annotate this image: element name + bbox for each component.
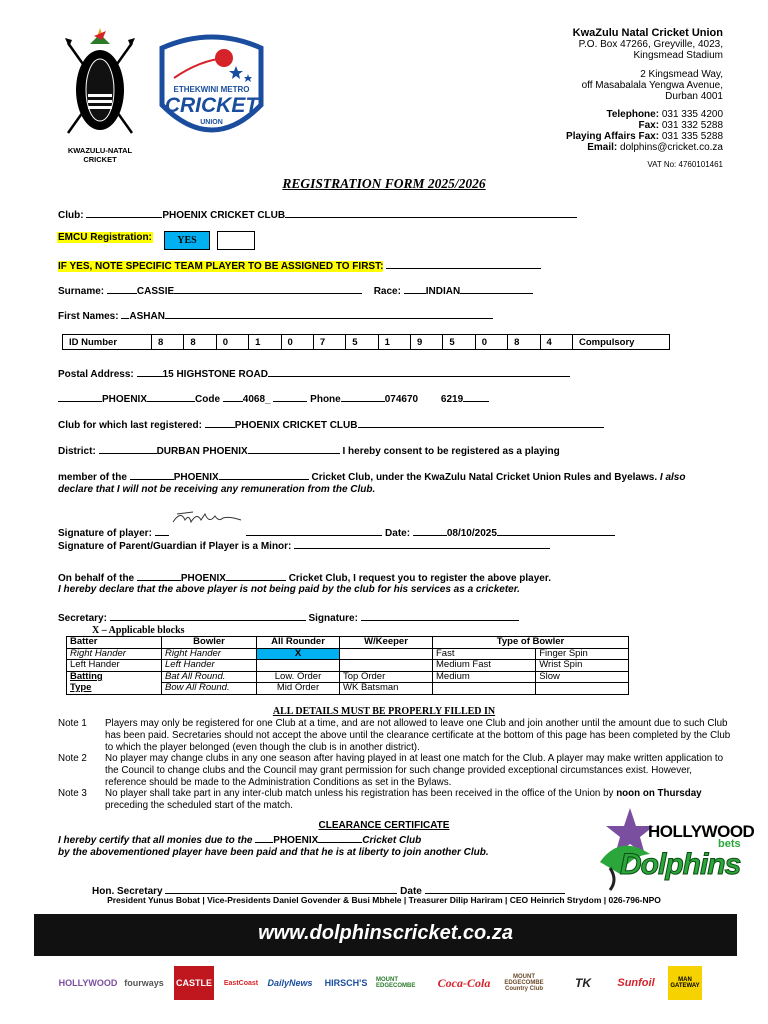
firstnames-value[interactable]: ASHAN [129,311,165,322]
id-compulsory: Compulsory [573,335,670,350]
code-value[interactable]: 4068_ [242,394,271,405]
sponsor-logo: HOLLYWOOD [58,978,118,988]
club-value[interactable]: PHOENIX CRICKET CLUB [162,210,286,221]
surname-row: Surname: CASSIE Race: INDIAN [58,283,533,297]
sponsor-logo: MOUNT EDGECOMBE [376,977,416,989]
table-cell[interactable]: Wrist Spin [536,660,629,672]
table-cell[interactable]: Medium [433,671,536,683]
sponsor-logo: DailyNews [267,978,313,988]
signature-icon [171,508,243,524]
hon-secretary-row: Hon. Secretary Date [92,883,565,897]
id-digit[interactable]: 7 [313,335,345,350]
emcu-label: EMCU Registration: [58,232,152,243]
table-row [67,660,629,672]
notes-heading: ALL DETAILS MUST BE PROPERLY FILLED IN [272,706,496,717]
address-line: Kingsmead Stadium [633,50,723,61]
table-header: Bowler [162,637,257,649]
last-club-row: Club for which last registered: PHOENIX CRICKET CLUB [58,417,604,431]
member-paragraph: member of the PHOENIX Cricket Club, under the KwaZulu Natal Cricket Union Rules and Byelaws. I also declare that I will not be receiving any remuneration from the Club. [58,469,708,496]
table-row [67,671,629,683]
id-digit[interactable]: 0 [216,335,248,350]
pa-fax-line: Playing Affairs Fax: 031 335 5288 [566,131,723,142]
table-cell[interactable] [257,660,340,672]
sponsor-logo: CASTLE [174,966,214,1000]
table-cell[interactable] [340,660,433,672]
table-header: Type of Bowler [433,637,629,649]
address-line: Durban 4001 [665,91,723,102]
id-digit[interactable]: 8 [508,335,540,350]
emcu-logo [150,30,273,155]
date-value[interactable]: 08/10/2025 [446,528,497,539]
table-row [67,637,629,649]
postal-value[interactable]: 15 HIGHSTONE ROAD [162,369,268,380]
table-cell[interactable]: Bat All Round. [162,671,257,683]
table-cell: Type [67,683,162,695]
postal-row: Postal Address: 15 HIGHSTONE ROAD [58,366,570,380]
address-line: off Masabalala Yengwa Avenue, [581,80,723,91]
email-line: Email: dolphins@cricket.co.za [587,142,723,153]
id-digit[interactable]: 5 [346,335,378,350]
blocks-caption: X – Applicable blocks [92,625,185,636]
table-cell[interactable] [536,683,629,695]
team-note-field[interactable] [386,258,541,269]
firstnames-row: First Names: ASHAN [58,308,493,322]
table-cell[interactable]: Right Hander [67,648,162,660]
clearance-club[interactable]: PHOENIX [273,835,319,846]
table-cell[interactable]: Top Order [340,671,433,683]
town-value[interactable]: PHOENIX [102,394,148,405]
table-cell[interactable]: Mid Order [257,683,340,695]
id-digit[interactable]: 0 [475,335,507,350]
emcu-logo-bottom: UNION [200,119,223,126]
sponsor-logo: EastCoast [223,979,259,987]
officials-line: President Yunus Bobat | Vice-Presidents Daniel Govender & Busi Mbhele | Treasurer Dilip Hariram | CEO Heinrich Strydom | 026-796-NPO [107,895,661,905]
behalf-declaration: I hereby declare that the above player is not being paid by the club for his services as a cricketer. [58,584,520,595]
address-line: 2 Kingsmead Way, [640,69,723,80]
dolphins-brand: HOLLYWOOD [648,822,755,841]
race-value[interactable]: INDIAN [425,286,461,297]
clearance-line-1: I hereby certify that all monies due to the PHOENIX Cricket Club [58,832,421,846]
hon-secretary-field[interactable] [165,883,397,894]
id-digit[interactable]: 1 [249,335,281,350]
id-digit[interactable]: 8 [152,335,184,350]
signature-player-row: Signature of player: Date: 08/10/2025 [58,516,615,539]
signature-parent-row: Signature of Parent/Guardian if Player is a Minor: [58,538,550,552]
table-cell: Batting [67,671,162,683]
id-digit[interactable]: 0 [281,335,313,350]
secretary-field[interactable] [110,610,306,621]
table-cell[interactable]: Medium Fast [433,660,536,672]
sponsor-logo: fourways [124,978,164,988]
emcu-yes-box[interactable]: YES [164,231,210,250]
last-club-value[interactable]: PHOENIX CRICKET CLUB [234,420,358,431]
table-cell[interactable] [433,683,536,695]
surname-value[interactable]: CASSIE [136,286,175,297]
kzn-logo [60,28,140,163]
table-cell-selected[interactable]: X [257,648,340,660]
phone-value-2[interactable]: 6219 [440,394,464,405]
emcu-logo-main: CRICKET [164,94,259,117]
table-cell[interactable]: Slow [536,671,629,683]
org-contact-block [463,28,723,170]
fax-line: Fax: 031 332 5288 [638,120,723,131]
town-row: PHOENIX Code 4068_ Phone 074670 6219 [58,391,489,405]
sponsor-logo: Sunfoil [617,977,655,989]
website-banner [34,914,737,956]
dolphins-logo [590,804,755,894]
id-digit[interactable]: 9 [411,335,443,350]
table-cell[interactable]: Right Hander [162,648,257,660]
id-digit[interactable]: 1 [378,335,410,350]
table-cell[interactable]: Fast [433,648,536,660]
parent-signature-field[interactable] [294,538,550,549]
sponsor-logo: HIRSCH'S [324,978,368,988]
table-header: Batter [67,637,162,649]
table-cell[interactable]: Bow All Round. [162,683,257,695]
table-header: W/Keeper [340,637,433,649]
address-line: P.O. Box 47266, Greyville, 4023, [578,39,723,50]
phone-value-1[interactable]: 074670 [384,394,419,405]
emcu-no-box[interactable] [217,231,255,250]
district-row: District: DURBAN PHOENIX I hereby consent to be registered as a playing [58,443,560,457]
id-label: ID Number [63,335,152,350]
table-cell[interactable]: Finger Spin [536,648,629,660]
clearance-heading: CLEARANCE CERTIFICATE [318,820,450,831]
id-digit[interactable]: 5 [443,335,475,350]
vat-number: VAT No: 4760101461 [647,160,723,169]
member-club[interactable]: PHOENIX [173,472,219,483]
id-digit[interactable]: 8 [184,335,216,350]
table-cell[interactable]: Low. Order [257,671,340,683]
sponsor-logo: TK [575,976,591,990]
dolphins-team: Dolphins [620,848,741,881]
id-number-table [62,334,670,350]
hon-secretary-date-field[interactable] [425,883,565,894]
table-cell[interactable]: Left Hander [162,660,257,672]
dolphins-sub: bets [718,838,741,850]
website-link[interactable]: www.dolphinscricket.co.za [258,922,513,944]
table-header: All Rounder [257,637,340,649]
club-row: Club: PHOENIX CRICKET CLUB [58,207,577,221]
shield-icon [60,28,140,143]
sponsor-logo: MAN GATEWAY [668,966,702,1000]
sponsor-logo: MOUNT EDGECOMBE Country Club [504,974,544,992]
id-digit[interactable]: 4 [540,335,573,350]
team-note-row: IF YES, NOTE SPECIFIC TEAM PLAYER TO BE ASSIGNED TO FIRST: [58,258,541,272]
behalf-row: On behalf of the PHOENIX Cricket Club, I request you to register the above player. [58,570,551,584]
behalf-club[interactable]: PHOENIX [180,573,226,584]
table-row [67,683,629,695]
form-title: REGISTRATION FORM 2025/2026 [282,176,486,191]
table-row [67,648,629,660]
secretary-row: Secretary: Signature: [58,610,519,624]
clearance-line-2: by the abovementioned player have been paid and that he is at liberty to join another Club. [58,847,489,858]
district-value[interactable]: DURBAN PHOENIX [156,446,248,457]
org-name: KwaZulu Natal Cricket Union [572,27,723,39]
telephone-line: Telephone: 031 335 4200 [606,109,723,120]
table-cell[interactable]: Left Hander [67,660,162,672]
table-cell[interactable] [340,648,433,660]
player-type-table [66,636,629,695]
sponsor-logo: Coca-Cola [437,975,491,990]
table-row [63,335,670,350]
secretary-signature-field[interactable] [361,610,519,621]
table-cell[interactable]: WK Batsman [340,683,433,695]
kzn-logo-caption: KWAZULU-NATAL CRICKET [67,146,133,164]
emcu-logo-top: ETHEKWINI METRO [173,85,250,94]
